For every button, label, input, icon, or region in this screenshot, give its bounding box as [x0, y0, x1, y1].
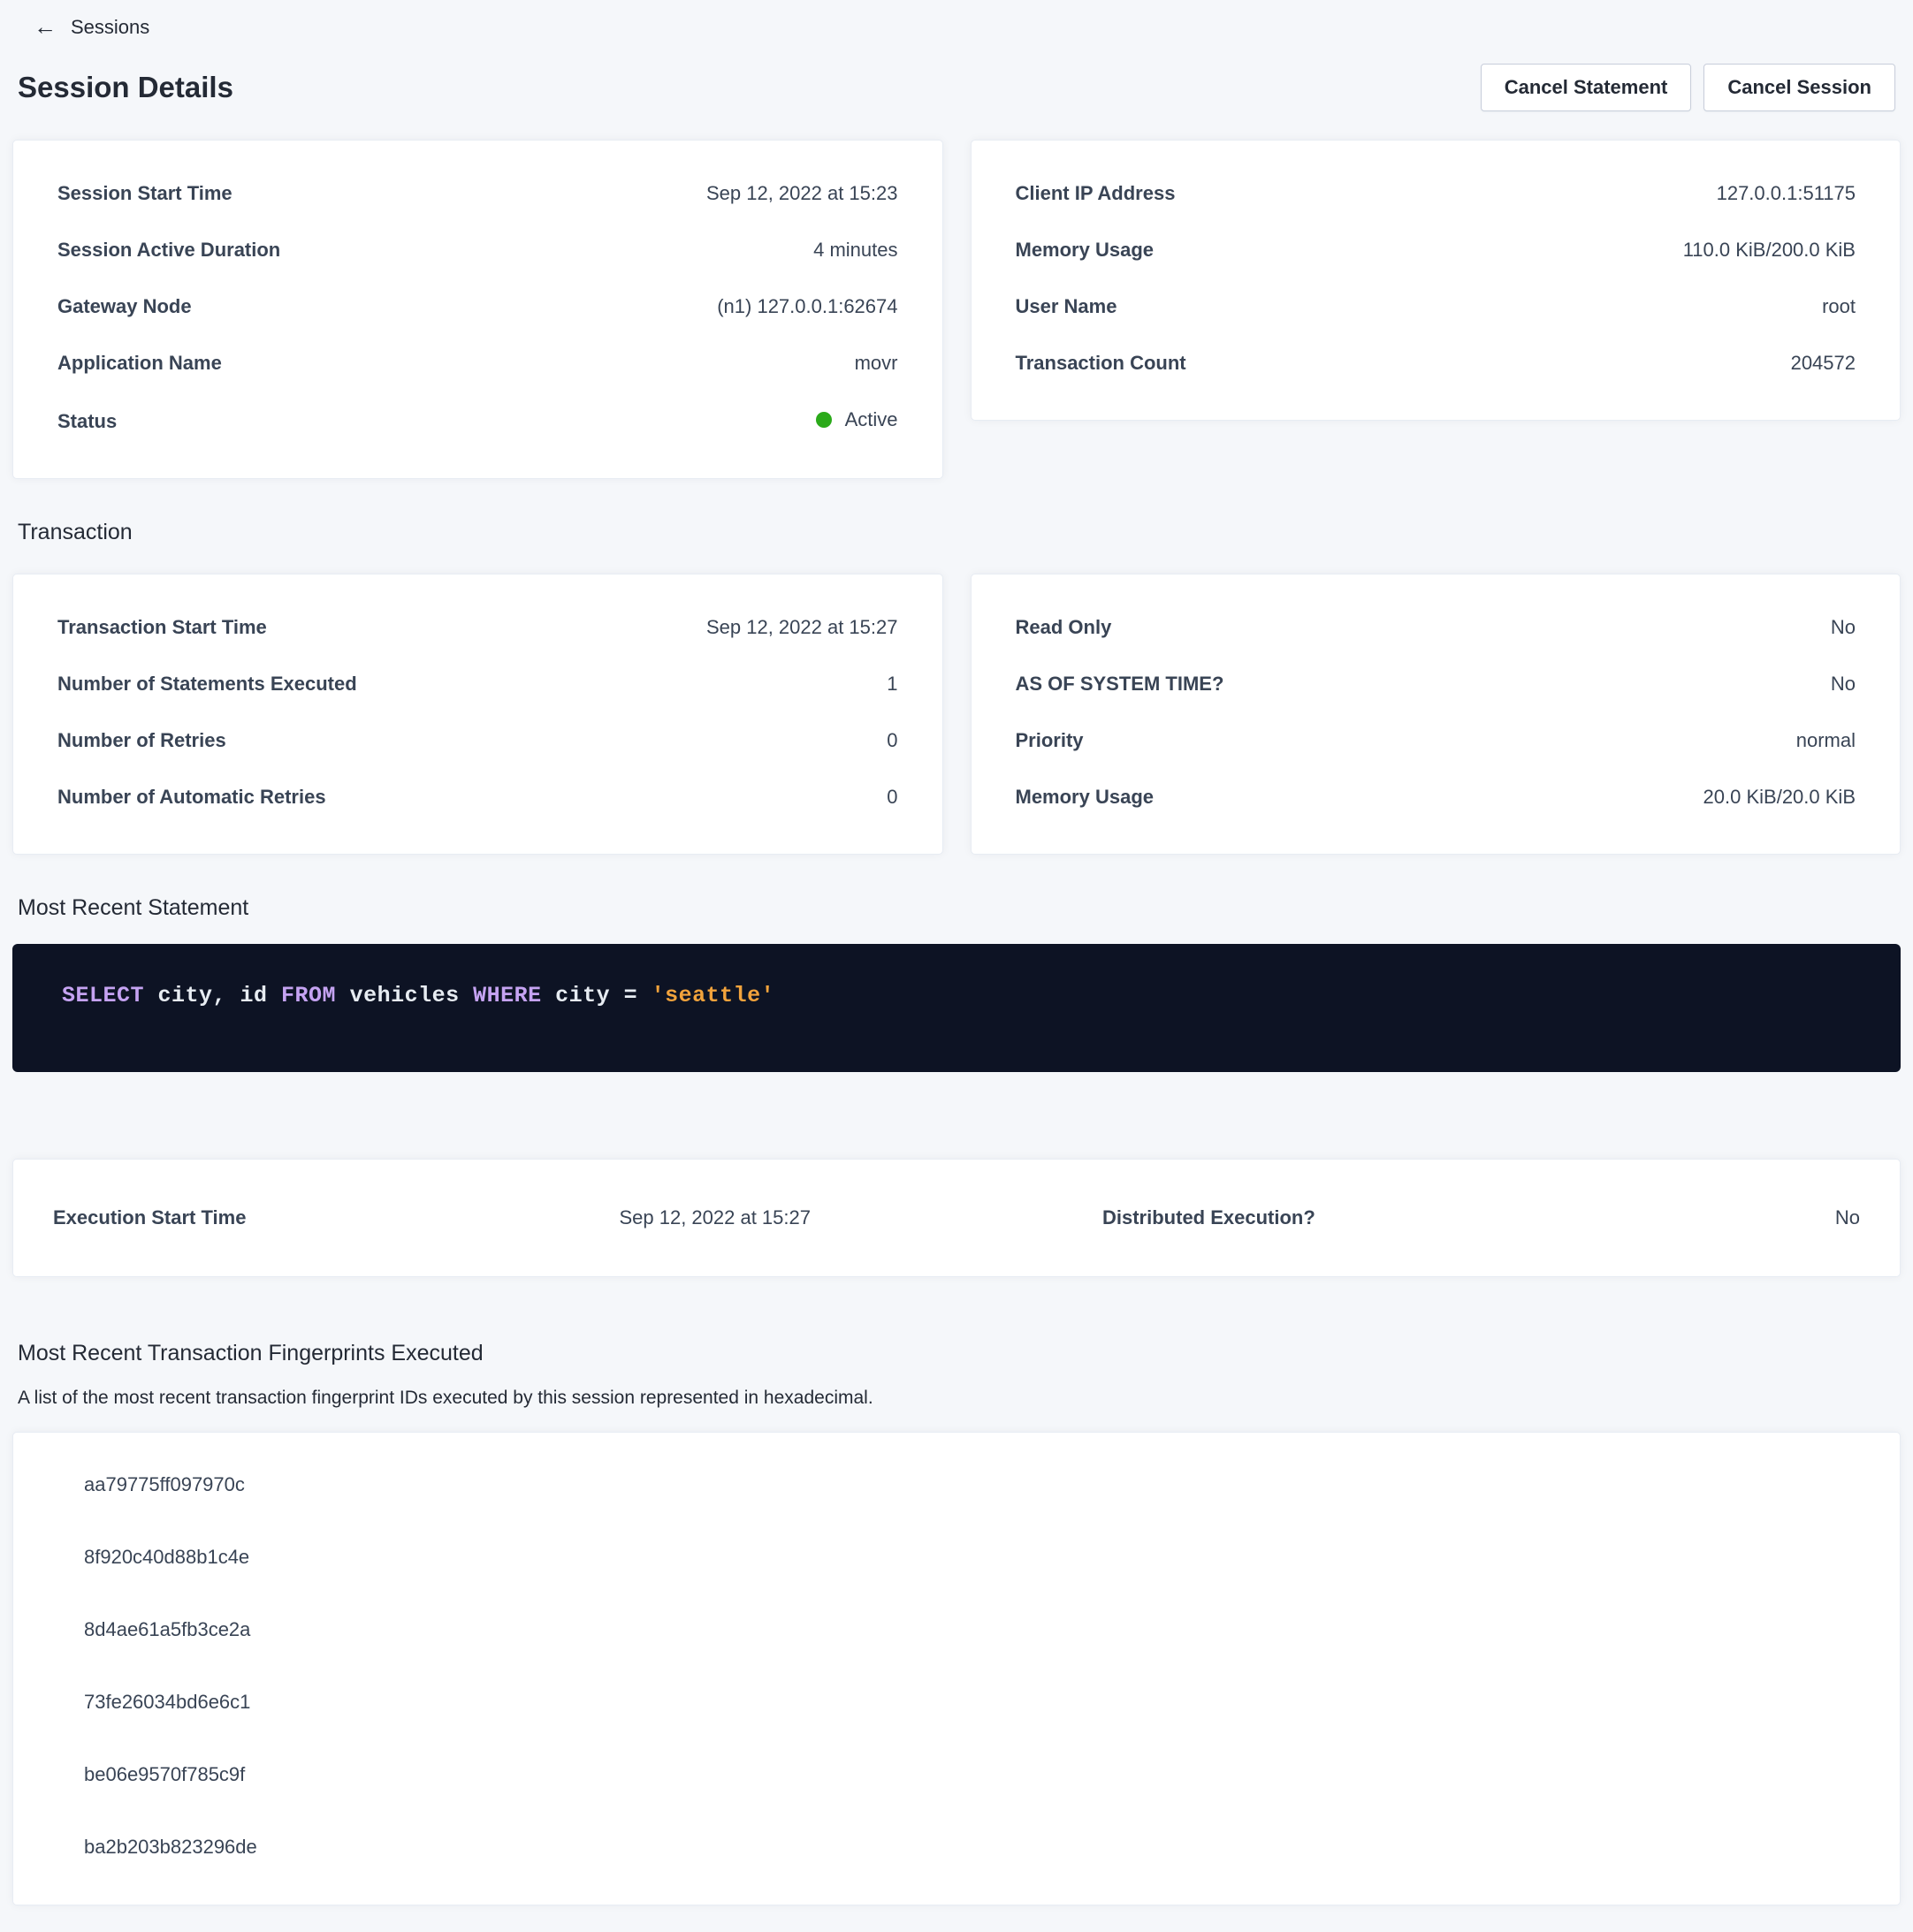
summary-row — [1016, 294, 1856, 319]
row-value: Sep 12, 2022 at 15:27 — [619, 1206, 811, 1228]
session-summary-grid — [12, 140, 1901, 479]
row-value: normal — [1795, 729, 1856, 751]
sql-token-keyword: SELECT — [62, 983, 145, 1008]
cancel-session-button[interactable]: Cancel Session — [1703, 64, 1895, 111]
summary-row — [57, 407, 898, 434]
row-label: User Name — [1015, 295, 1117, 317]
fingerprint-item: 8d4ae61a5fb3ce2a — [84, 1618, 251, 1640]
transaction-card-left — [12, 574, 943, 855]
sql-statement — [62, 983, 774, 1008]
row-label: Number of Retries — [57, 729, 226, 751]
cancel-statement-button[interactable]: Cancel Statement — [1481, 64, 1692, 111]
summary-row — [57, 181, 898, 206]
fingerprint-item: ba2b203b823296de — [84, 1836, 257, 1858]
row-value: Sep 12, 2022 at 15:27 — [705, 616, 898, 638]
summary-row — [1016, 672, 1856, 696]
sql-token-keyword: WHERE — [473, 983, 542, 1008]
sql-statement-box — [12, 944, 1901, 1072]
row-label: Memory Usage — [1015, 239, 1155, 261]
summary-row — [1016, 615, 1856, 640]
breadcrumb-label: Sessions — [71, 16, 150, 38]
row-label: Distributed Execution? — [1102, 1206, 1315, 1228]
row-value: 110.0 KiB/200.0 KiB — [1682, 239, 1856, 261]
sql-token-keyword: FROM — [281, 983, 337, 1008]
summary-row — [53, 1206, 811, 1230]
summary-row — [57, 728, 898, 753]
summary-row — [57, 785, 898, 810]
row-label: Gateway Node — [57, 295, 192, 317]
row-label: Memory Usage — [1015, 786, 1155, 808]
summary-row — [1016, 238, 1856, 262]
row-value: Sep 12, 2022 at 15:23 — [705, 182, 898, 204]
row-label: AS OF SYSTEM TIME? — [1015, 673, 1224, 695]
session-summary-card-left — [12, 140, 943, 479]
row-value: 1 — [887, 673, 898, 695]
summary-row — [57, 615, 898, 640]
row-value: 20.0 KiB/20.0 KiB — [1703, 786, 1856, 808]
section-title-transaction: Transaction — [18, 520, 133, 544]
row-label: Application Name — [57, 352, 222, 374]
row-label: Number of Automatic Retries — [57, 786, 326, 808]
row-label: Execution Start Time — [53, 1206, 247, 1228]
row-label: Session Active Duration — [57, 239, 281, 261]
summary-row — [57, 351, 898, 376]
status-active-dot-icon — [816, 412, 832, 428]
row-label: Read Only — [1015, 616, 1112, 638]
row-value: movr — [854, 352, 898, 374]
fingerprints-description: A list of the most recent transaction fingerprint IDs executed by this session represented in hexadecimal. — [18, 1388, 873, 1408]
transaction-card-right — [971, 574, 1902, 855]
fingerprint-item: be06e9570f785c9f — [84, 1763, 246, 1785]
row-value: No — [1830, 673, 1856, 695]
summary-row — [57, 294, 898, 319]
row-label: Client IP Address — [1015, 182, 1176, 204]
row-value: 204572 — [1790, 352, 1856, 374]
sql-token-plain: vehicles — [336, 983, 474, 1008]
summary-row — [1016, 181, 1856, 206]
row-label: Priority — [1015, 729, 1084, 751]
arrow-left-icon: ← — [34, 13, 57, 40]
summary-row — [1016, 351, 1856, 376]
summary-row — [57, 238, 898, 262]
section-title-most-recent-statement: Most Recent Statement — [18, 895, 249, 920]
row-label: Number of Statements Executed — [57, 673, 357, 695]
section-title-fingerprints: Most Recent Transaction Fingerprints Executed — [18, 1341, 484, 1365]
session-summary-card-right — [971, 140, 1902, 421]
fingerprint-item: 8f920c40d88b1c4e — [84, 1546, 250, 1568]
fingerprint-item: aa79775ff097970c — [84, 1473, 245, 1495]
gateway-node-link[interactable]: (n1) 127.0.0.1:62674 — [717, 295, 898, 317]
execution-card — [12, 1159, 1901, 1277]
breadcrumb — [12, 9, 1901, 41]
row-value: 0 — [887, 786, 898, 808]
sql-token-plain: city = — [541, 983, 652, 1008]
row-value: No — [1830, 616, 1856, 638]
page-title: Session Details — [18, 71, 233, 103]
summary-row — [57, 672, 898, 696]
sql-token-plain: city, id — [144, 983, 282, 1008]
transaction-grid — [12, 574, 1901, 855]
row-value: 127.0.0.1:51175 — [1716, 182, 1856, 204]
row-label: Transaction Start Time — [57, 616, 267, 638]
row-value: root — [1822, 295, 1856, 317]
row-value: 0 — [887, 729, 898, 751]
header-actions — [1481, 64, 1895, 111]
row-label: Status — [57, 410, 118, 432]
status-badge — [816, 407, 898, 432]
row-value: 4 minutes — [813, 239, 898, 261]
fingerprints-card — [12, 1432, 1901, 1905]
row-value: No — [1834, 1206, 1860, 1228]
status-text: Active — [844, 408, 898, 430]
page-header — [18, 64, 1895, 111]
sql-token-string: 'seattle' — [651, 983, 775, 1008]
summary-row — [1016, 728, 1856, 753]
summary-row — [1016, 785, 1856, 810]
row-label: Session Start Time — [57, 182, 232, 204]
fingerprint-item: 73fe26034bd6e6c1 — [84, 1691, 251, 1713]
back-to-sessions-link[interactable] — [34, 13, 150, 40]
summary-row — [1102, 1206, 1860, 1230]
row-label: Transaction Count — [1015, 352, 1186, 374]
